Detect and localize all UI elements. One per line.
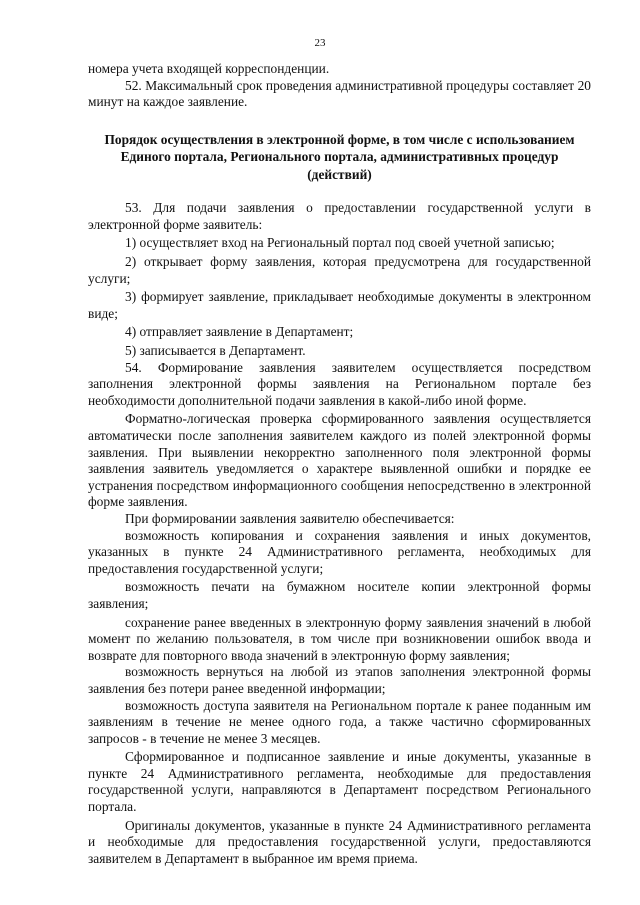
section-heading-line: (действий)	[307, 166, 372, 182]
paragraph: Оригиналы документов, указанные в пункте 24 Административного регламента и необходимые для предоставления государственной услуги, предоставляются заявителем в Департамент в выбранное им время приема.	[88, 817, 591, 866]
list-item-3: 3) формирует заявление, прикладывает необходимые документы в электронном виде;	[88, 289, 591, 321]
paragraph: возможность доступа заявителя на Региональном портале к ранее поданным им заявлениям в течение не менее одного года, а также частично сформированных запросов - в течение не менее 3 месяцев.	[88, 697, 591, 746]
paragraph: Форматно-логическая проверка сформированного заявления осуществляется автоматически после заполнения заявителем каждого из полей электронной формы заявления. При выявлении некорректно заполненного поля электронной формы заявления заявитель уведомляется о характере выявленной ошибки и порядке ее устранения посредством информационного сообщения непосредственно в электронной форме заявления.	[88, 411, 591, 510]
paragraph-item-52: 52. Максимальный срок проведения административной процедуры составляет 20 минут на каждое заявление.	[88, 77, 591, 110]
paragraph: При формировании заявления заявителю обеспечивается:	[125, 510, 455, 526]
section-heading-line: Единого портала, Регионального портала, административных процедур	[120, 149, 559, 165]
paragraph: возможность вернуться на любой из этапов заполнения электронной формы заявления без потери ранее введенной информации;	[88, 664, 591, 696]
section-heading-line: Порядок осуществления в электронной форме, в том числе с использованием	[104, 131, 575, 147]
paragraph-item-54: 54. Формирование заявления заявителем осуществляется посредством заполнения электронной формы заявления на Региональном портале без необходимости дополнительной подачи заявления в какой-либо иной форме.	[88, 359, 591, 408]
section-heading	[88, 131, 591, 184]
document-body	[88, 61, 591, 867]
paragraph-continuation: номера учета входящей корреспонденции.	[88, 61, 330, 76]
paragraph: сохранение ранее введенных в электронную форму заявления значений в любой момент по желанию пользователя, в том числе при возникновении ошибок ввода и возврате для повторного ввода значений в электронную форму заявления;	[88, 614, 591, 663]
list-item-1: 1) осуществляет вход на Региональный портал под своей учетной записью;	[125, 235, 555, 251]
paragraph: Сформированное и подписанное заявление и иные документы, указанные в пункте 24 Административного регламента, необходимые для предоставления государственной услуги, направляются в Департамент посредством Регионального портала.	[88, 749, 591, 815]
paragraph-item-53: 53. Для подачи заявления о предоставлении государственной услуги в электронной форме заявитель:	[88, 200, 591, 232]
list-item-5: 5) записывается в Департамент.	[125, 343, 306, 359]
list-item-4: 4) отправляет заявление в Департамент;	[125, 324, 354, 340]
list-item-2: 2) открывает форму заявления, которая предусмотрена для государственной услуги;	[88, 254, 591, 286]
paragraph: возможность копирования и сохранения заявления и иных документов, указанных в пункте 24 Административного регламента, необходимых для предоставления государственной услуги;	[88, 527, 591, 576]
paragraph: возможность печати на бумажном носителе копии электронной формы заявления;	[88, 579, 591, 611]
page-number: 23	[314, 37, 326, 49]
